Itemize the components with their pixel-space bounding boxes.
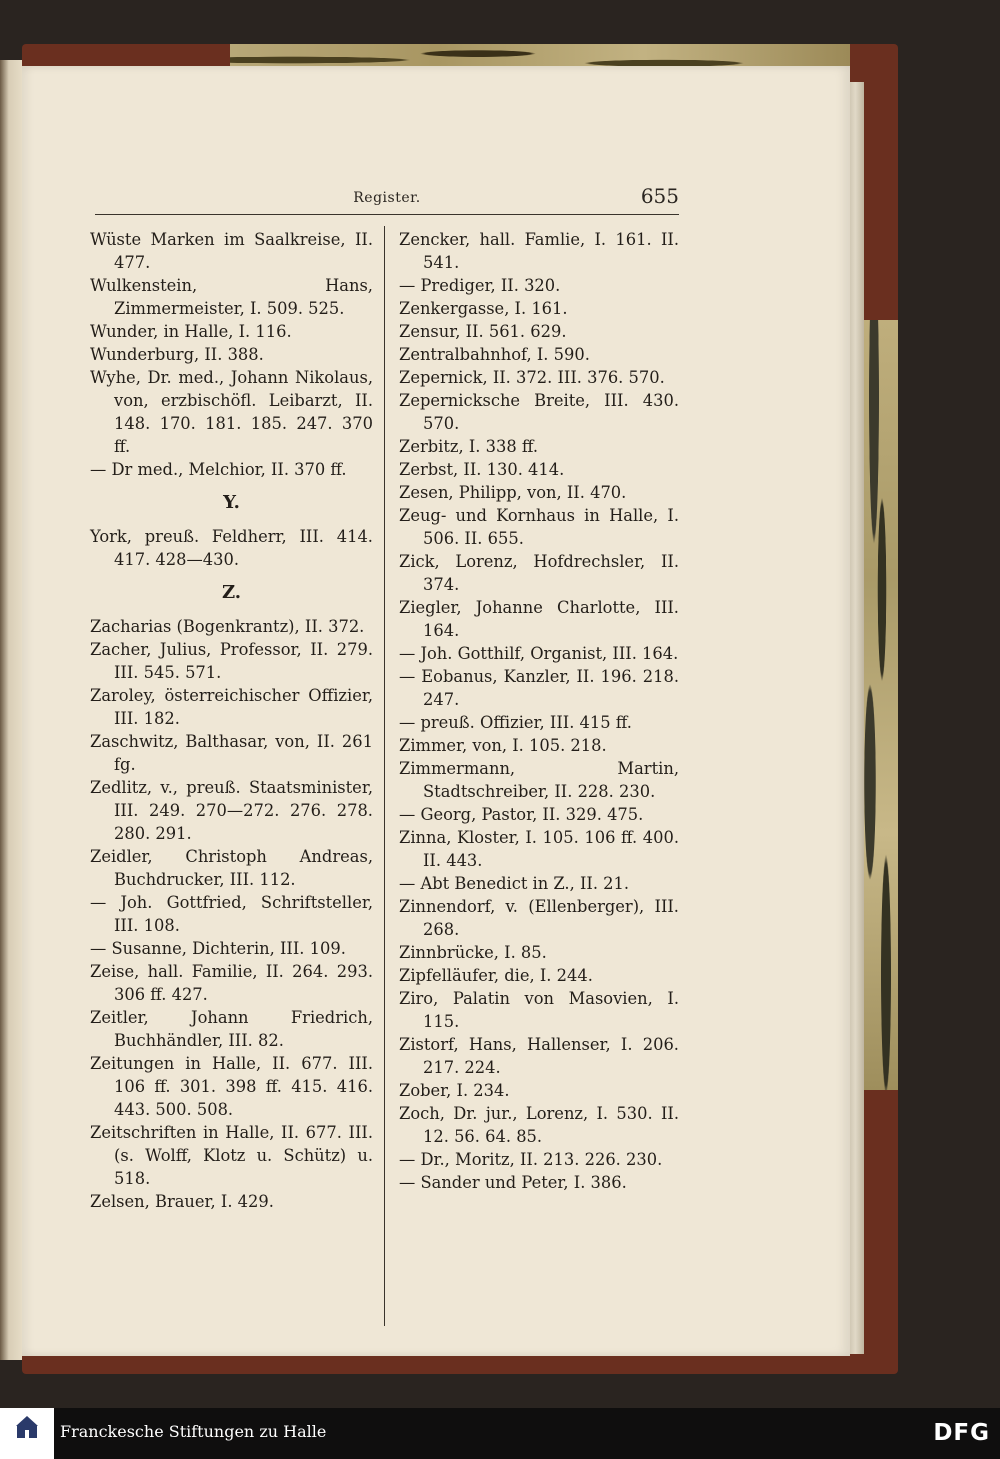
running-head: [95, 184, 679, 214]
index-entry: — Dr med., Melchior, II. 370 ff.: [90, 460, 347, 479]
book-page: [22, 66, 850, 1356]
index-entry: Zaroley, österreichischer Offizier, III. 182.: [90, 686, 373, 728]
index-entry: — Joh. Gotthilf, Organist, III. 164.: [399, 644, 679, 663]
index-entry: Zacher, Julius, Professor, II. 279. III. 545. 571.: [90, 640, 373, 682]
index-entry: Zerbitz, I. 338 ff.: [399, 437, 539, 456]
header-rule: [95, 214, 679, 215]
index-column-right: [399, 228, 679, 1194]
index-entry: — Georg, Pastor, II. 329. 475.: [399, 805, 644, 824]
index-entry: Zeitungen in Halle, II. 677. III. 106 ff. 301. 398 ff. 415. 416. 443. 500. 508.: [90, 1054, 373, 1119]
marbled-cover-right: [858, 320, 898, 1090]
page-number: 655: [640, 184, 679, 208]
index-entry: — preuß. Offizier, III. 415 ff.: [399, 713, 632, 732]
index-entry: Wunderburg, II. 388.: [90, 345, 264, 364]
viewer-footer: [0, 1408, 1000, 1459]
index-entry: Zepernicksche Breite, III. 430. 570.: [399, 391, 679, 433]
index-entry: — Dr., Moritz, II. 213. 226. 230.: [399, 1150, 663, 1169]
index-column-left: [90, 228, 373, 1213]
index-entry: Zensur, II. 561. 629.: [399, 322, 567, 341]
footer-logo[interactable]: [0, 1408, 54, 1459]
index-entry: Wüste Marken im Saalkreise, II. 477.: [90, 230, 373, 272]
index-entry: Wulkenstein, Hans, Zimmermeister, I. 509. 525.: [90, 276, 373, 318]
index-entry: Zinnendorf, v. (Ellenberger), III. 268.: [399, 897, 679, 939]
institution-name[interactable]: Franckesche Stiftungen zu Halle: [60, 1422, 327, 1441]
index-entry: York, preuß. Feldherr, III. 414. 417. 428—430.: [90, 527, 373, 569]
index-entry: Zeitschriften in Halle, II. 677. III. (s. Wolff, Klotz u. Schütz) u. 518.: [90, 1123, 373, 1188]
index-letter-heading: Y.: [223, 492, 240, 513]
index-entry: Zesen, Philipp, von, II. 470.: [399, 483, 627, 502]
index-entry: Zerbst, II. 130. 414.: [399, 460, 565, 479]
index-entry: Zeug- und Kornhaus in Halle, I. 506. II. 655.: [399, 506, 679, 548]
index-entry: Zencker, hall. Famlie, I. 161. II. 541.: [399, 230, 679, 272]
index-entry: — Joh. Gottfried, Schriftsteller, III. 108.: [90, 893, 373, 935]
index-entry: Wyhe, Dr. med., Johann Nikolaus, von, erzbischöfl. Leibarzt, II. 148. 170. 181. 185. 247. 370 ff.: [90, 368, 373, 456]
francke-foundation-logo-icon: [14, 1414, 40, 1440]
index-entry: Wunder, in Halle, I. 116.: [90, 322, 292, 341]
left-page-edge: [0, 60, 22, 1360]
index-entry: Zaschwitz, Balthasar, von, II. 261 fg.: [90, 732, 373, 774]
index-entry: Zipfelläufer, die, I. 244.: [399, 966, 593, 985]
column-divider: [384, 226, 385, 1326]
index-entry: — Prediger, II. 320.: [399, 276, 561, 295]
index-entry: Ziro, Palatin von Masovien, I. 115.: [399, 989, 679, 1031]
index-entry: Zimmer, von, I. 105. 218.: [399, 736, 607, 755]
index-entry: Zenkergasse, I. 161.: [399, 299, 568, 318]
index-entry: Zeidler, Christoph Andreas, Buchdrucker, III. 112.: [90, 847, 373, 889]
index-entry: Zacharias (Bogenkrantz), II. 372.: [90, 617, 365, 636]
index-entry: Zimmermann, Martin, Stadtschreiber, II. 228. 230.: [399, 759, 679, 801]
index-entry: — Sander und Peter, I. 386.: [399, 1173, 627, 1192]
index-entry: Zistorf, Hans, Hallenser, I. 206. 217. 224.: [399, 1035, 679, 1077]
index-letter-heading: Z.: [221, 582, 242, 603]
index-entry: Zedlitz, v., preuß. Staatsminister, III. 249. 270—272. 276. 278. 280. 291.: [90, 778, 373, 843]
index-entry: Zeitler, Johann Friedrich, Buchhändler, III. 82.: [90, 1008, 373, 1050]
index-entry: Zentralbahnhof, I. 590.: [399, 345, 590, 364]
index-entry: Zoch, Dr. jur., Lorenz, I. 530. II. 12. 56. 64. 85.: [399, 1104, 679, 1146]
index-entry: — Eobanus, Kanzler, II. 196. 218. 247.: [399, 667, 679, 709]
index-entry: Zick, Lorenz, Hofdrechsler, II. 374.: [399, 552, 679, 594]
index-entry: Ziegler, Johanne Charlotte, III. 164.: [399, 598, 679, 640]
running-title: Register.: [353, 190, 421, 206]
index-entry: Zepernick, II. 372. III. 376. 570.: [399, 368, 665, 387]
index-entry: — Susanne, Dichterin, III. 109.: [90, 939, 346, 958]
index-entry: Zelsen, Brauer, I. 429.: [90, 1192, 274, 1211]
index-entry: — Abt Benedict in Z., II. 21.: [399, 874, 630, 893]
dfg-logo[interactable]: DFG: [933, 1420, 990, 1446]
index-entry: Zinnbrücke, I. 85.: [399, 943, 547, 962]
index-entry: Zeise, hall. Familie, II. 264. 293. 306 ff. 427.: [90, 962, 373, 1004]
index-entry: Zinna, Kloster, I. 105. 106 ff. 400. II. 443.: [399, 828, 679, 870]
index-entry: Zober, I. 234.: [399, 1081, 510, 1100]
